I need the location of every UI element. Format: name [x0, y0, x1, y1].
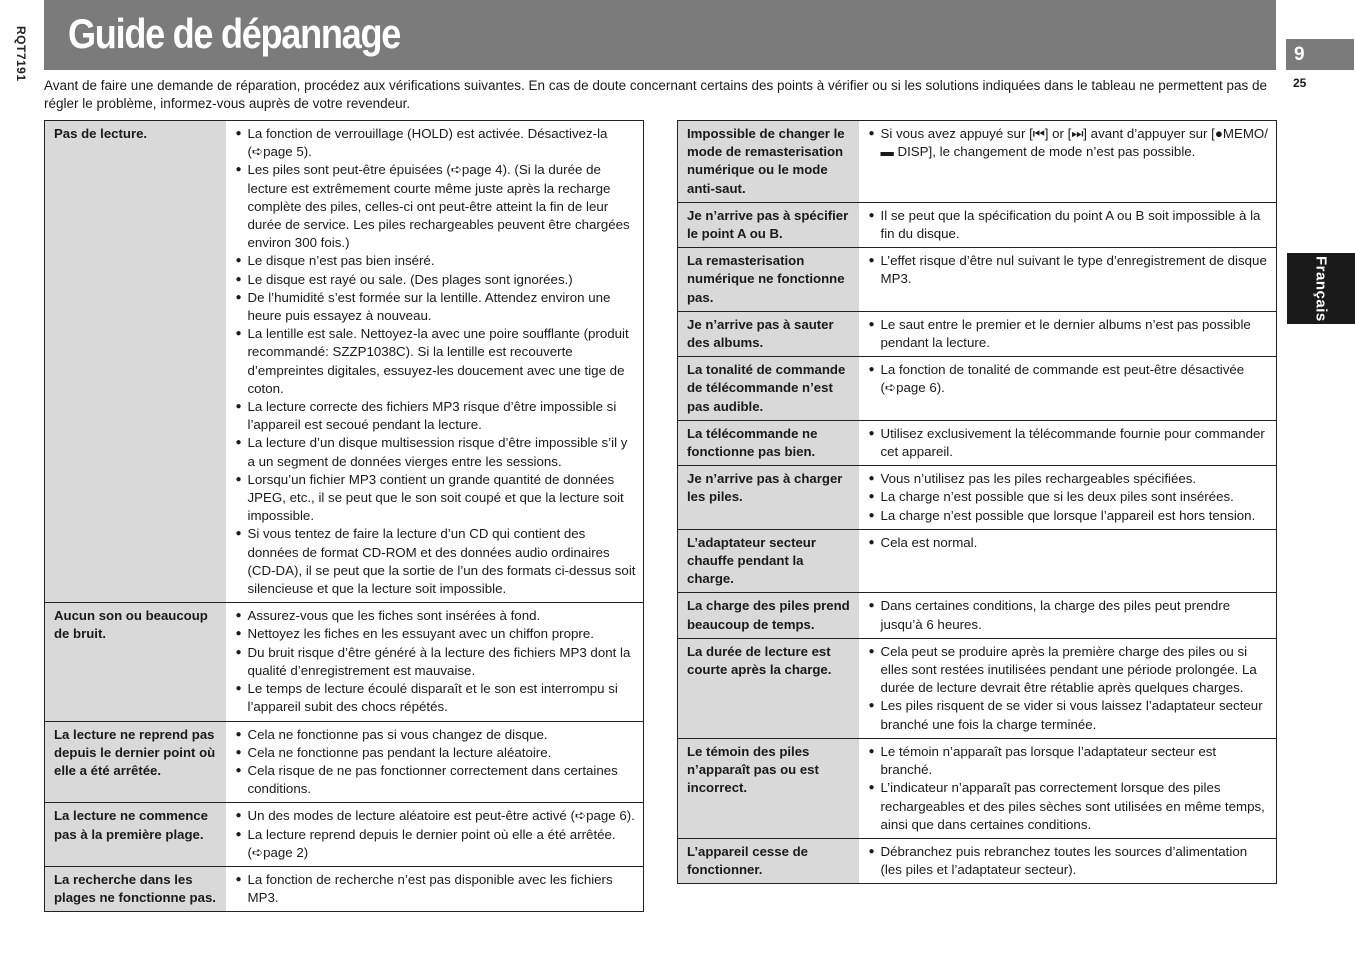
solution-cell — [859, 466, 1277, 530]
list-item: ● Vous n’utilisez pas les piles rechargeables spécifiées. — [868, 470, 1271, 488]
solution-list — [235, 807, 638, 862]
problem-cell: Le témoin des piles n’apparaît pas ou est incorrect. — [678, 738, 859, 838]
table-row — [678, 420, 1277, 465]
solution-list — [235, 125, 638, 598]
list-item: ● Nettoyez les fiches en les essuyant avec un chiffon propre. — [235, 625, 638, 643]
solution-list — [868, 125, 1271, 161]
problem-cell: Impossible de changer le mode de remasterisation numérique ou le mode anti-saut. — [678, 121, 859, 203]
solution-cell — [226, 803, 644, 867]
list-item: ● La fonction de tonalité de commande est peut-être désactivée (➪page 6). — [868, 361, 1271, 397]
solution-cell — [859, 420, 1277, 465]
language-tab — [1287, 253, 1355, 324]
list-item: ● Débranchez puis rebranchez toutes les sources d’alimentation (les piles et l’adaptateur secteur). — [868, 843, 1271, 879]
list-item: ● La lentille est sale. Nettoyez-la avec une poire soufflante (produit recommandé: SZZP1038C). Si la lentille est recouverte d’empreintes digitales, essuyez-les doucement avec une tige de coton. — [235, 325, 638, 398]
problem-cell: La lecture ne reprend pas depuis le dernier point où elle a été arrêtée. — [45, 721, 226, 803]
problem-cell: Je n’arrive pas à sauter des albums. — [678, 311, 859, 356]
solution-list — [868, 643, 1271, 734]
solution-cell — [859, 529, 1277, 593]
list-item: ● Cela risque de ne pas fonctionner correctement dans certaines conditions. — [235, 762, 638, 798]
table-row — [45, 721, 644, 803]
solution-list — [235, 607, 638, 716]
list-item: ● L’indicateur n’apparaît pas correctement lorsque des piles rechargeables et des piles sèches sont utilisées en même temps, ainsi que dans certaines conditions. — [868, 779, 1271, 834]
list-item: ● Il se peut que la spécification du point A ou B soit impossible à la fin du disque. — [868, 207, 1271, 243]
solution-cell — [859, 593, 1277, 638]
solution-cell — [859, 357, 1277, 421]
list-item: ● La charge n’est possible que lorsque l’appareil est hors tension. — [868, 507, 1271, 525]
problem-cell: La lecture ne commence pas à la première plage. — [45, 803, 226, 867]
list-item: ● Le saut entre le premier et le dernier albums n’est pas possible pendant la lecture. — [868, 316, 1271, 352]
table-row — [678, 121, 1277, 203]
table-row — [678, 738, 1277, 838]
solution-cell — [226, 866, 644, 911]
list-item: ● Cela peut se produire après la première charge des piles ou si elles sont restées inutilisées pendant une période prolongée. La durée de lecture devrait être rétablie après quelques charges. — [868, 643, 1271, 698]
table-row — [45, 866, 644, 911]
page-number: 25 — [1293, 76, 1307, 90]
solution-list — [868, 843, 1271, 879]
solution-cell — [226, 603, 644, 721]
problem-cell: La remasterisation numérique ne fonctionne pas. — [678, 248, 859, 312]
problem-cell: La recherche dans les plages ne fonctionne pas. — [45, 866, 226, 911]
table-row — [678, 638, 1277, 738]
problem-cell: Aucun son ou beaucoup de bruit. — [45, 603, 226, 721]
list-item: ● La fonction de verrouillage (HOLD) est activée. Désactivez-la (➪page 5). — [235, 125, 638, 161]
list-item: ● Le disque est rayé ou sale. (Des plages sont ignorées.) — [235, 271, 638, 289]
list-item: ● Les piles risquent de se vider si vous laissez l’adaptateur secteur branché une fois la charge terminée. — [868, 697, 1271, 733]
solution-cell — [859, 121, 1277, 203]
list-item: ● De l’humidité s’est formée sur la lentille. Attendez environ une heure puis essayez à nouveau. — [235, 289, 638, 325]
table-row — [45, 603, 644, 721]
list-item: ● Lorsqu’un fichier MP3 contient un grande quantité de données JPEG, etc., il se peut que le son soit coupé et que la lecture soit impossible. — [235, 471, 638, 526]
list-item: ● La lecture d’un disque multisession risque d’être impossible s’il y a un segment de données vierges entre les sessions. — [235, 434, 638, 470]
solution-cell — [859, 248, 1277, 312]
list-item: ● La lecture correcte des fichiers MP3 risque d’être impossible si l’appareil est secoué pendant la lecture. — [235, 398, 638, 434]
solution-cell — [859, 202, 1277, 247]
problem-cell: La télécommande ne fonctionne pas bien. — [678, 420, 859, 465]
list-item: ● Assurez-vous que les fiches sont insérées à fond. — [235, 607, 638, 625]
table-row — [678, 529, 1277, 593]
table-row — [678, 311, 1277, 356]
table-row — [45, 803, 644, 867]
list-item: ● Cela ne fonctionne pas si vous changez de disque. — [235, 726, 638, 744]
solution-cell — [226, 721, 644, 803]
troubleshooting-table-right — [677, 120, 1277, 884]
solution-cell — [859, 838, 1277, 883]
document-code: RQT7191 — [14, 26, 28, 82]
solution-cell — [226, 121, 644, 603]
solution-cell — [859, 638, 1277, 738]
solution-list — [868, 361, 1271, 397]
problem-cell: La charge des piles prend beaucoup de temps. — [678, 593, 859, 638]
problem-cell: La tonalité de commande de télécommande n’est pas audible. — [678, 357, 859, 421]
list-item: ● Du bruit risque d’être généré à la lecture des fichiers MP3 dont la qualité d’enregistrement est mauvaise. — [235, 644, 638, 680]
problem-cell: Je n’arrive pas à charger les piles. — [678, 466, 859, 530]
solution-list — [868, 470, 1271, 525]
list-item: ● Le disque n’est pas bien inséré. — [235, 252, 638, 270]
solution-list — [868, 597, 1271, 633]
problem-cell: La durée de lecture est courte après la charge. — [678, 638, 859, 738]
list-item: ● Si vous avez appuyé sur [⏮] or [⏭] avant d’appuyer sur [●MEMO/ ▬ DISP], le changement de mode n’est pas possible. — [868, 125, 1271, 161]
solution-cell — [859, 311, 1277, 356]
table-row — [45, 121, 644, 603]
intro-paragraph: Avant de faire une demande de réparation, procédez aux vérifications suivantes. En cas de doute concernant certains des points à vérifier ou si les solutions indiquées dans le tableau ne permettent pas de régler le problème, informez-vous auprès de votre revendeur. — [44, 78, 1268, 111]
table-row — [678, 838, 1277, 883]
solution-list — [868, 425, 1271, 461]
list-item: ● Le témoin n’apparaît pas lorsque l’adaptateur secteur est branché. — [868, 743, 1271, 779]
problem-cell: L’adaptateur secteur chauffe pendant la charge. — [678, 529, 859, 593]
title-banner — [44, 0, 1276, 70]
solution-list — [868, 207, 1271, 243]
page-title: Guide de dépannage — [68, 10, 401, 57]
language-tab-label: Français — [1312, 255, 1330, 322]
problem-cell: Pas de lecture. — [45, 121, 226, 603]
solution-list — [868, 743, 1271, 834]
list-item: ● Dans certaines conditions, la charge des piles peut prendre jusqu’à 6 heures. — [868, 597, 1271, 633]
section-number-badge: 9 — [1286, 39, 1354, 70]
list-item: ● Les piles sont peut-être épuisées (➪page 4). (Si la durée de lecture est extrêmement courte même juste après la recharge complète des piles, celles-ci ont peut-être atteint la fin de leur durée de service. Les piles rechargeables peuvent être chargées environ 300 fois.) — [235, 161, 638, 252]
solution-list — [868, 252, 1271, 288]
table-row — [678, 248, 1277, 312]
problem-cell: L’appareil cesse de fonctionner. — [678, 838, 859, 883]
table-row — [678, 466, 1277, 530]
table-row — [678, 357, 1277, 421]
table-row — [678, 593, 1277, 638]
solution-list — [868, 534, 1271, 552]
solution-cell — [859, 738, 1277, 838]
list-item: ● La fonction de recherche n’est pas disponible avec les fichiers MP3. — [235, 871, 638, 907]
list-item: ● Cela ne fonctionne pas pendant la lecture aléatoire. — [235, 744, 638, 762]
solution-list — [235, 871, 638, 907]
list-item: ● L’effet risque d’être nul suivant le type d’enregistrement de disque MP3. — [868, 252, 1271, 288]
troubleshooting-table-left — [44, 120, 644, 912]
table-row — [678, 202, 1277, 247]
problem-cell: Je n’arrive pas à spécifier le point A ou B. — [678, 202, 859, 247]
solution-list — [235, 726, 638, 799]
list-item: ● Cela est normal. — [868, 534, 1271, 552]
solution-list — [868, 316, 1271, 352]
list-item: ● Un des modes de lecture aléatoire est peut-être activé (➪page 6). — [235, 807, 638, 825]
list-item: ● Utilisez exclusivement la télécommande fournie pour commander cet appareil. — [868, 425, 1271, 461]
list-item: ● La lecture reprend depuis le dernier point où elle a été arrêtée. (➪page 2) — [235, 826, 638, 862]
list-item: ● La charge n’est possible que si les deux piles sont insérées. — [868, 488, 1271, 506]
list-item: ● Si vous tentez de faire la lecture d’un CD qui contient des données de format CD-ROM et des données audio ordinaires (CD-DA), il se peut que la sortie de l’un des formats ci-dessus soit silencieuse et que la lecture soit impossible. — [235, 525, 638, 598]
list-item: ● Le temps de lecture écoulé disparaît et le son est interrompu si l’appareil subit des chocs répétés. — [235, 680, 638, 716]
